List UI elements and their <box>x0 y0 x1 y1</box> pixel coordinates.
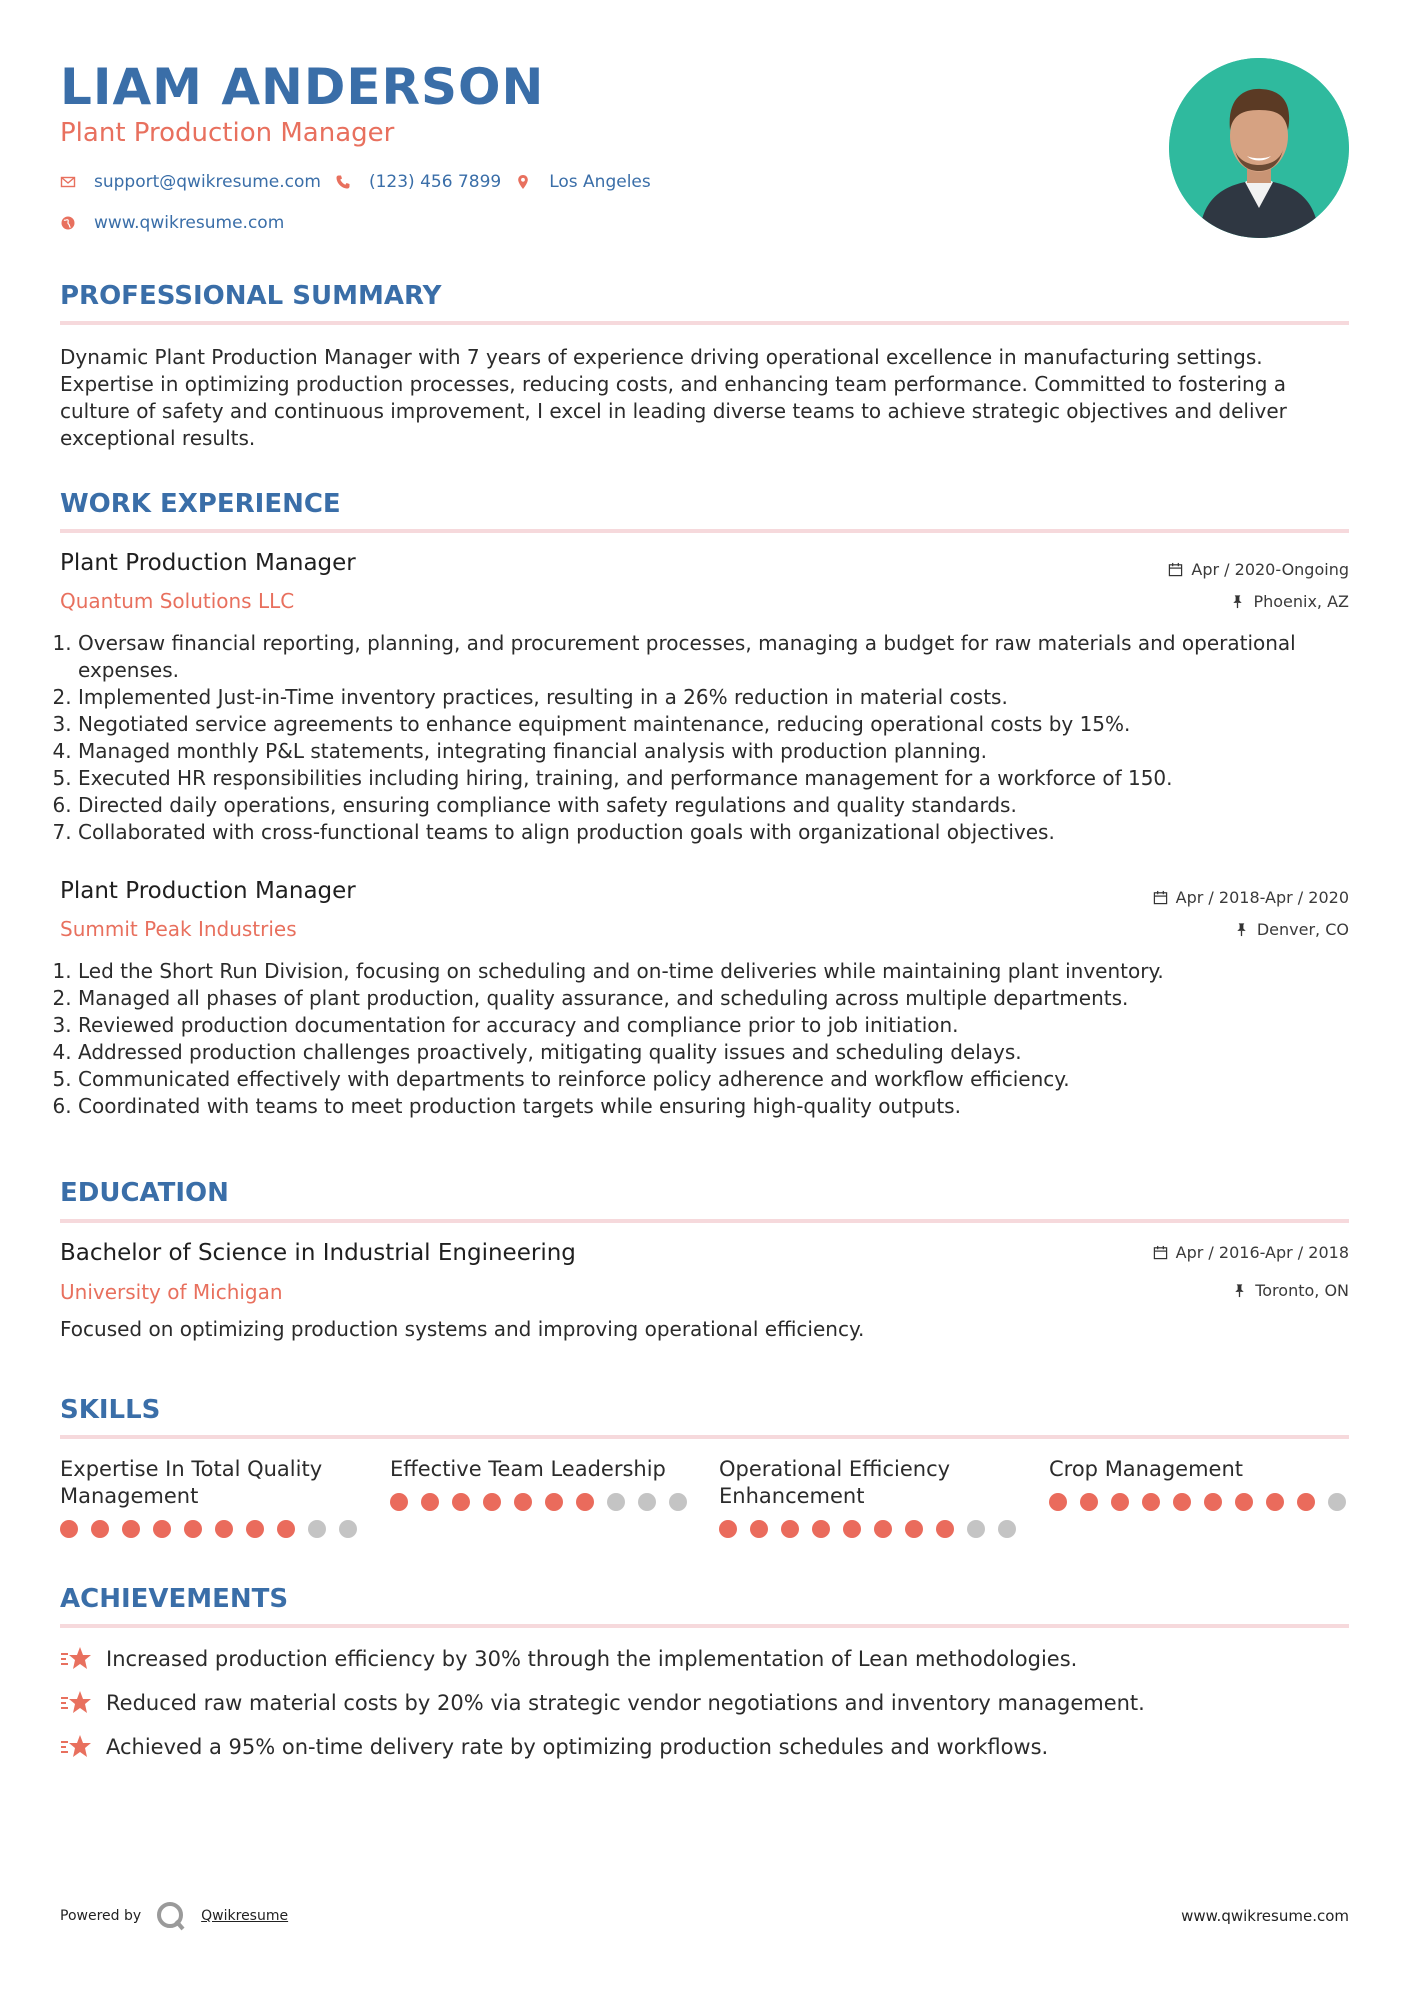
contact-row-primary <box>60 172 665 192</box>
skill-item <box>390 1456 690 1483</box>
resume-page <box>60 0 1349 1990</box>
skill-item <box>60 1456 360 1510</box>
education-description: Focused on optimizing production systems and improving operational efficiency. <box>60 1317 865 1341</box>
degree-title: Bachelor of Science in Industrial Engineering <box>60 1240 576 1266</box>
achievement-text: Increased production efficiency by 30% through the implementation of Lean methodologies. <box>106 1647 1078 1671</box>
rating-dot-filled <box>1235 1493 1253 1511</box>
rating-dot-empty <box>638 1493 656 1511</box>
contact-email[interactable] <box>60 172 321 192</box>
skill-item <box>719 1456 1019 1510</box>
section-divider <box>60 1435 1349 1439</box>
skill-item <box>1049 1456 1349 1483</box>
company-name: Summit Peak Industries <box>60 917 297 941</box>
rating-dot-filled <box>812 1520 830 1538</box>
rating-dot-filled <box>483 1493 501 1511</box>
rating-dot-filled <box>1049 1493 1067 1511</box>
star-icon <box>60 1733 92 1761</box>
pushpin-icon <box>1234 922 1249 937</box>
avatar <box>1169 58 1349 238</box>
rating-dot-empty <box>967 1520 985 1538</box>
list-item: 3. Reviewed production documentation for accuracy and compliance prior to job initiation. <box>78 1012 1367 1039</box>
rating-dot-filled <box>184 1520 202 1538</box>
rating-dot-filled <box>1080 1493 1098 1511</box>
rating-dot-filled <box>277 1520 295 1538</box>
list-item: 6. Directed daily operations, ensuring compliance with safety regulations and quality standards. <box>78 792 1367 819</box>
list-item: 4. Addressed production challenges proactively, mitigating quality issues and scheduling delays. <box>78 1039 1367 1066</box>
school-name: University of Michigan <box>60 1280 283 1304</box>
achievement-item <box>60 1733 1048 1761</box>
skill-name: Expertise In Total Quality Management <box>60 1457 323 1508</box>
rating-dot-filled <box>215 1520 233 1538</box>
contact-row-secondary <box>60 213 298 233</box>
job-title: Plant Production Manager <box>60 550 356 576</box>
location-text: Denver, CO <box>1256 920 1349 939</box>
job-title: Plant Production Manager <box>60 878 356 904</box>
list-item: 2. Implemented Just-in-Time inventory practices, resulting in a 26% reduction in material costs. <box>78 684 1367 711</box>
rating-dot-filled <box>1173 1493 1191 1511</box>
candidate-role: Plant Production Manager <box>60 118 395 148</box>
rating-dot-empty <box>607 1493 625 1511</box>
list-item: 3. Negotiated service agreements to enhance equipment maintenance, reducing operational costs by 15%. <box>78 711 1367 738</box>
rating-dot-filled <box>153 1520 171 1538</box>
globe-icon <box>60 215 76 231</box>
qwikresume-logo-icon <box>155 1900 187 1932</box>
rating-dot-filled <box>390 1493 408 1511</box>
skill-rating <box>390 1493 700 1511</box>
list-item: 5. Communicated effectively with departments to reinforce policy adherence and workflow efficiency. <box>78 1066 1367 1093</box>
star-icon <box>60 1645 92 1673</box>
rating-dot-filled <box>452 1493 470 1511</box>
rating-dot-filled <box>1204 1493 1222 1511</box>
profile-photo <box>1169 58 1349 238</box>
list-item: 6. Coordinated with teams to meet production targets while ensuring high-quality outputs. <box>78 1093 1367 1120</box>
rating-dot-empty <box>1328 1493 1346 1511</box>
job-dates <box>1168 560 1349 579</box>
location-text: Los Angeles <box>549 172 651 192</box>
contact-website[interactable] <box>60 213 284 233</box>
section-divider <box>60 529 1349 533</box>
candidate-name: LIAM ANDERSON <box>60 58 545 116</box>
achievement-item <box>60 1645 1077 1673</box>
rating-dot-filled <box>122 1520 140 1538</box>
rating-dot-filled <box>936 1520 954 1538</box>
location-text: Phoenix, AZ <box>1253 592 1349 611</box>
list-item: 4. Managed monthly P&L statements, integrating financial analysis with production planning. <box>78 738 1367 765</box>
rating-dot-empty <box>308 1520 326 1538</box>
rating-dot-filled <box>246 1520 264 1538</box>
rating-dot-filled <box>874 1520 892 1538</box>
rating-dot-empty <box>998 1520 1016 1538</box>
location-text: Toronto, ON <box>1255 1281 1349 1300</box>
rating-dot-filled <box>576 1493 594 1511</box>
list-item: 1. Oversaw financial reporting, planning, and procurement processes, managing a budget for raw materials and operational expenses. <box>78 630 1367 684</box>
list-item: 2. Managed all phases of plant production, quality assurance, and scheduling across multiple departments. <box>78 985 1367 1012</box>
rating-dot-filled <box>1297 1493 1315 1511</box>
education-location <box>1232 1281 1349 1300</box>
skill-name: Effective Team Leadership <box>390 1457 666 1481</box>
education-dates <box>1153 1243 1349 1262</box>
section-title-achievements: ACHIEVEMENTS <box>60 1584 289 1614</box>
section-title-summary: PROFESSIONAL SUMMARY <box>60 281 442 311</box>
calendar-icon <box>1153 890 1168 905</box>
rating-dot-filled <box>514 1493 532 1511</box>
skill-name: Crop Management <box>1049 1457 1244 1481</box>
section-divider <box>60 1219 1349 1223</box>
contact-location <box>515 172 651 192</box>
footer-website-link[interactable]: www.qwikresume.com <box>1181 1907 1349 1925</box>
dates-text: Apr / 2018-Apr / 2020 <box>1175 888 1349 907</box>
job-dates <box>1153 888 1349 907</box>
email-text: support@qwikresume.com <box>94 172 321 192</box>
skill-rating <box>60 1520 370 1538</box>
phone-icon <box>335 174 351 190</box>
section-title-education: EDUCATION <box>60 1178 229 1208</box>
section-divider <box>60 321 1349 325</box>
website-text: www.qwikresume.com <box>94 213 285 233</box>
phone-text: (123) 456 7899 <box>368 172 502 192</box>
achievement-text: Achieved a 95% on-time delivery rate by optimizing production schedules and workflows. <box>106 1735 1049 1759</box>
company-name: Quantum Solutions LLC <box>60 589 295 613</box>
achievement-item <box>60 1689 1145 1717</box>
skill-rating <box>1049 1493 1359 1511</box>
rating-dot-filled <box>843 1520 861 1538</box>
star-icon <box>60 1689 92 1717</box>
powered-by-label: Powered by <box>60 1908 142 1924</box>
section-divider <box>60 1624 1349 1628</box>
summary-text: Dynamic Plant Production Manager with 7 years of experience driving operational excellence in manufacturing settings. Expertise in optimizing production processes, reducing costs, and enhancing team performance. Committed to fostering a culture of safety and continuous improvement, I excel in leading diverse teams to achieve strategic objectives and deliver exceptional results. <box>60 345 1287 450</box>
job-location <box>1234 920 1349 939</box>
rating-dot-filled <box>1266 1493 1284 1511</box>
list-item: 5. Executed HR responsibilities including hiring, training, and performance management for a workforce of 150. <box>78 765 1367 792</box>
pushpin-icon <box>1232 1283 1247 1298</box>
achievement-text: Reduced raw material costs by 20% via strategic vendor negotiations and inventory management. <box>106 1691 1145 1715</box>
rating-dot-empty <box>339 1520 357 1538</box>
footer-brand-link[interactable]: Qwikresume <box>201 1908 289 1924</box>
list-item: 1. Led the Short Run Division, focusing on scheduling and on-time deliveries while maintaining plant inventory. <box>78 958 1367 985</box>
rating-dot-filled <box>60 1520 78 1538</box>
pushpin-icon <box>1230 594 1245 609</box>
job-location <box>1230 592 1349 611</box>
job-bullets <box>60 630 1367 846</box>
job-bullets <box>60 958 1367 1120</box>
calendar-icon <box>1168 562 1183 577</box>
skill-rating <box>719 1520 1029 1538</box>
rating-dot-empty <box>669 1493 687 1511</box>
rating-dot-filled <box>905 1520 923 1538</box>
section-title-experience: WORK EXPERIENCE <box>60 489 341 519</box>
rating-dot-filled <box>1111 1493 1129 1511</box>
list-item: 7. Collaborated with cross-functional teams to align production goals with organizational objectives. <box>78 819 1367 846</box>
rating-dot-filled <box>1142 1493 1160 1511</box>
rating-dot-filled <box>750 1520 768 1538</box>
rating-dot-filled <box>421 1493 439 1511</box>
rating-dot-filled <box>781 1520 799 1538</box>
calendar-icon <box>1153 1245 1168 1260</box>
dates-text: Apr / 2016-Apr / 2018 <box>1175 1243 1349 1262</box>
rating-dot-filled <box>719 1520 737 1538</box>
section-title-skills: SKILLS <box>60 1395 161 1425</box>
rating-dot-filled <box>545 1493 563 1511</box>
skill-name: Operational Efficiency Enhancement <box>719 1457 951 1508</box>
dates-text: Apr / 2020-Ongoing <box>1191 560 1349 579</box>
contact-phone[interactable] <box>335 172 501 192</box>
envelope-icon <box>60 174 76 190</box>
map-pin-icon <box>515 174 531 190</box>
footer-powered-by <box>60 1900 288 1932</box>
rating-dot-filled <box>91 1520 109 1538</box>
